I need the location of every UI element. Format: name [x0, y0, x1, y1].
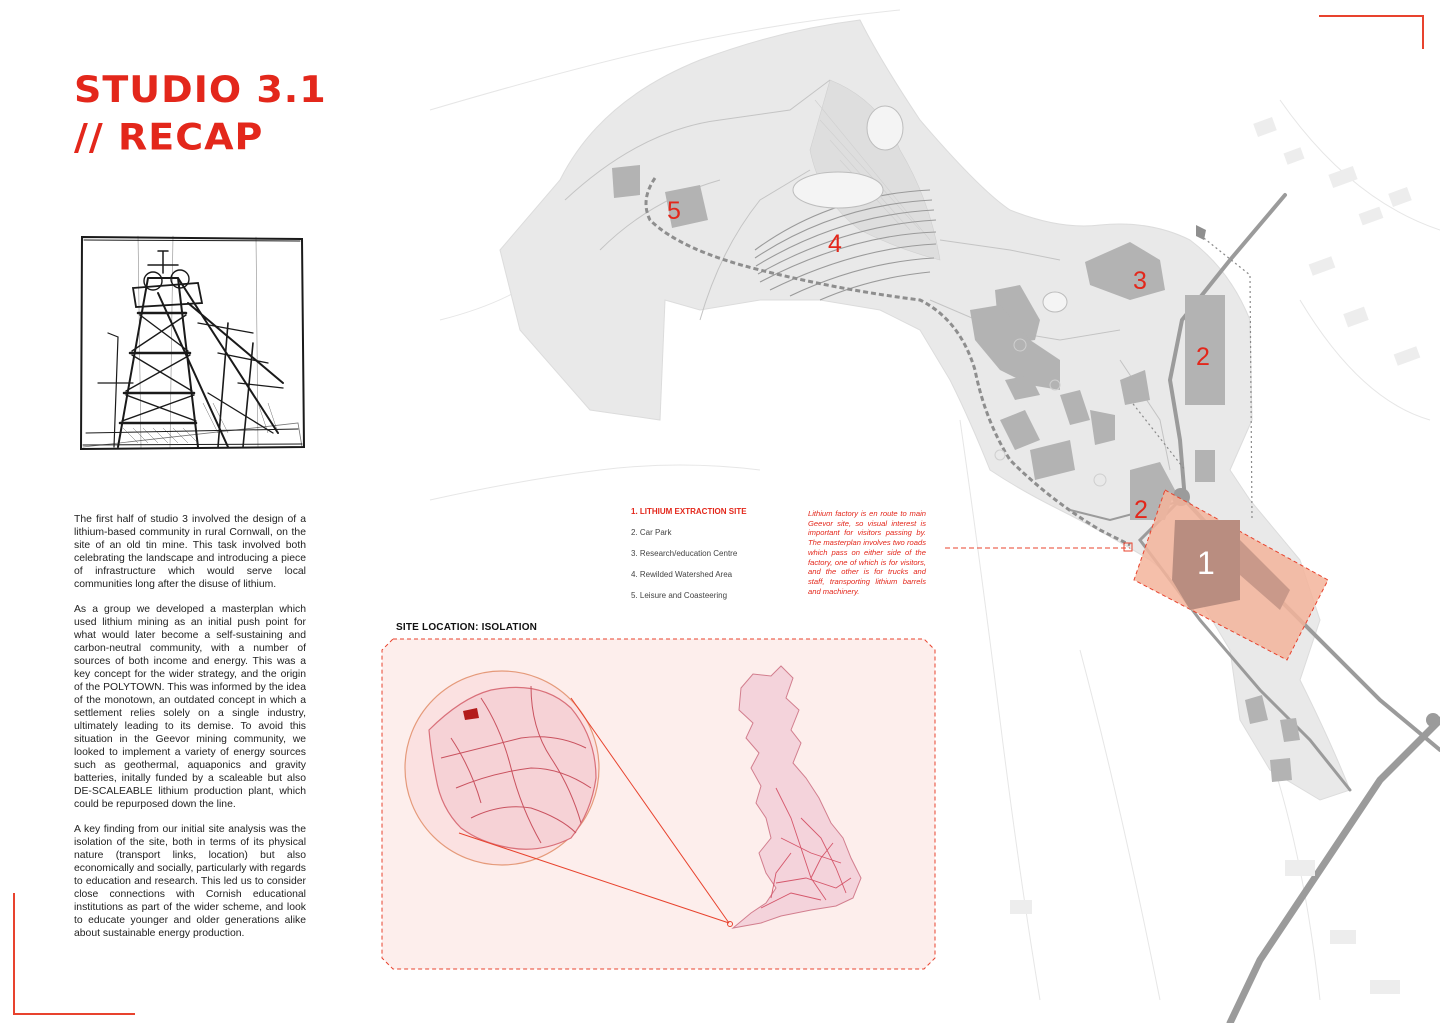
zone-label-3: 3 [1133, 267, 1147, 295]
page-title [74, 66, 327, 161]
paragraph-3: A key finding from our initial site analysis was the isolation of the site, both in terms of its physical nature (transport links, location) but also economically and socially, particularly with regards to education and research. This led us to consider close connections with Cornish educational institutions as part of the wider scheme, and look to educate younger and older generations alike about sustainable energy production. [74, 824, 306, 939]
title-line-2: // RECAP [74, 116, 264, 159]
zone-label-4: 4 [828, 230, 842, 258]
legend-item-3: 3. Research/education Centre [631, 549, 738, 558]
legend-item-5: 5. Leisure and Coasteering [631, 591, 728, 600]
zone-label-2a: 2 [1196, 343, 1210, 371]
site-location-title: SITE LOCATION: ISOLATION [396, 622, 538, 633]
legend-item-1: 1. LITHIUM EXTRACTION SITE [631, 507, 747, 516]
factory-note: Lithium factory is en route to main Geevor site, so visual interest is important for visitors passing by. The masterplan involves two roads which pass on either side of the factory, one of which is for visitors, and the other is for trucks and staff, transporting lithium barrels and machinery. [808, 509, 926, 596]
title-line-1: STUDIO 3.1 [74, 68, 327, 111]
legend-item-2: 2. Car Park [631, 528, 672, 537]
zone-label-5: 5 [667, 197, 681, 225]
zone-label-1: 1 [1197, 545, 1215, 581]
zone-label-2b: 2 [1134, 496, 1148, 524]
map-legend [631, 507, 747, 612]
paragraph-2: As a group we developed a masterplan which used lithium mining as an initial push point for what would later become a self-sustaining and carbon-neutral community, with a number of sources of both income and energy. This was a key concept for the wider strategy, and the origin of the POLYTOWN. This was informed by the idea of the monotown, an outdated concept in which a settlement relies solely on a single industry, ultimately leading to its demise. To avoid this situation in the Geevor mining community, we looked to implement a variety of energy sources such as geothermal, aquaponics and gravity batteries, initally funded by a scaleable but also DE-SCALEABLE lithium production plant, which could be repurposed down the line. [74, 604, 306, 810]
site-location-panel [381, 638, 936, 970]
legend-item-4: 4. Rewilded Watershed Area [631, 570, 733, 579]
body-text [74, 513, 306, 952]
headframe-sketch [78, 233, 306, 453]
paragraph-1: The first half of studio 3 involved the design of a lithium-based community in rural Cornwall, on the site of an old tin mine. This task involved both celebrating the landscape and introducing a piece of infrastructure which would serve local communities long after the disuse of lithium. [74, 514, 306, 590]
